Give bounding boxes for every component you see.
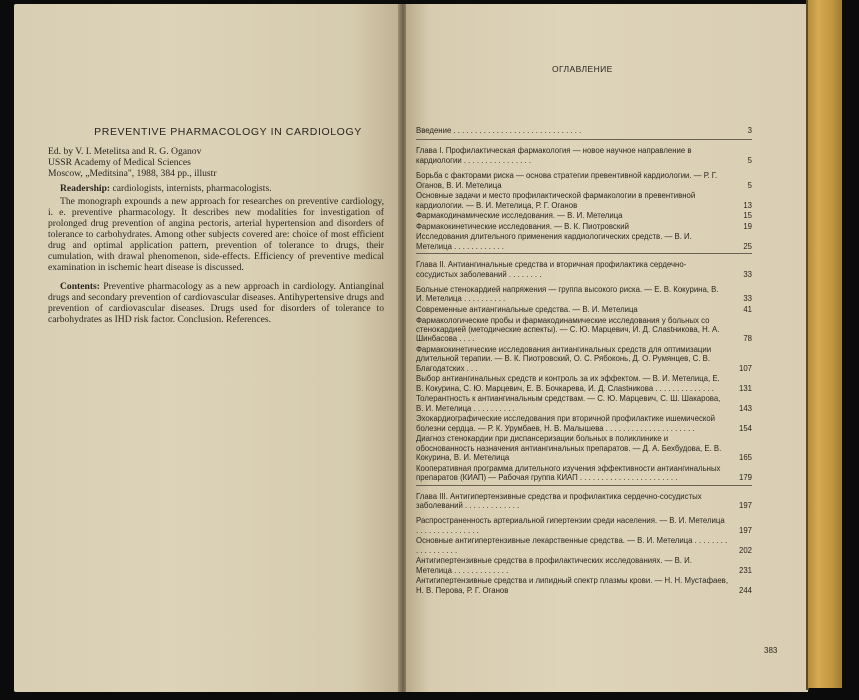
book-cover-edge (808, 0, 842, 688)
toc-entry-page: 5 (747, 155, 752, 165)
toc-entry-title: Глава II. Антиангинальные средства и вторичная профилактика сердечно-сосудистых заболеваний . . . . . . . . (416, 260, 687, 279)
toc-entry-page: 33 (743, 294, 752, 304)
toc-entry-title: Современные антиангинальные средства. — В. И. Метелица (416, 305, 638, 315)
readership (48, 183, 384, 194)
toc-entry (416, 171, 752, 190)
toc-entry-page: 131 (738, 383, 752, 393)
toc-entry-page: 165 (738, 453, 752, 463)
edition-line: Ed. by V. I. Metelitsa and R. G. Oganov (48, 146, 202, 157)
toc-entry-page: 197 (738, 525, 752, 535)
toc-entry (416, 211, 752, 220)
toc-entry (416, 232, 752, 251)
toc-entry (416, 222, 752, 231)
toc-entry-page: 202 (738, 545, 752, 555)
abstract: The monograph expounds a new approach for researches on preventive cardiology, i. e. preventive pharmacology. It describes new modalities for investigation of prolonged drug prevention of angina pectoris, arterial hypertension and disorders of tolerance to carbohydrates. Among other subjects covered are: choice of most efficient drug and optimal application pattern, prevention of tolerance to drugs, their cumulation, with drawal phenomenon, side-effects. Efficiency of preventive medical examination in ischemic heart disease is discussed. (48, 196, 384, 273)
toc-entry (416, 374, 752, 393)
toc-entry-title: Фармакокинетические исследования. — В. К. Пиотровский (416, 221, 629, 231)
toc-entry-title: Глава III. Антигипертензивные средства и профилактика сердечно-сосудистых заболеваний . . . . . . . . . . . . . (416, 491, 702, 511)
toc-entry-title: Толерантность к антиангинальным средствам. — С. Ю. Марцевич, С. Ш. Шакарова, В. И. Метелица . . . . . . . . . . (416, 394, 721, 413)
toc-entry-title: Исследования длительного применения кардиологических средств. — В. И. Метелица . . . . . . . . . . . . (416, 232, 692, 251)
toc-entry-page: 231 (738, 565, 752, 575)
toc-entry-page: 143 (738, 403, 752, 413)
toc-entry-page: 5 (747, 180, 752, 190)
toc-entry-title: Фармакодинамические исследования. — В. И. Метелица (416, 211, 623, 221)
toc-entry (416, 316, 752, 344)
toc-entry (416, 516, 752, 535)
toc-entry-title: Антигипертензивные средства в профилактических исследованиях. — В. И. Метелица . . . . . . . . . . . . . (416, 556, 692, 575)
toc-entry-page: 154 (738, 423, 752, 433)
contents-label: Contents: (60, 281, 100, 292)
toc-entry (416, 414, 752, 433)
edition-line: USSR Academy of Medical Sciences (48, 157, 191, 168)
readership-label: Readership: (60, 183, 111, 194)
toc-entry-title: Распространенность артериальной гипертензии среди населения. — В. И. Метелица . . . . . . . . . . . . . . . (416, 516, 725, 535)
table-of-contents (416, 126, 752, 596)
toc-entry-title: Диагноз стенокардии при диспансеризации больных в поликлинике и обоснованность назначения антиангинальных препаратов. — Д. А. Бехбудова, Е. В. Кокурина, В. И. Метелица (416, 434, 722, 463)
toc-rule (416, 139, 752, 140)
toc-entry (416, 305, 752, 314)
english-title: PREVENTIVE PHARMACOLOGY IN CARDIOLOGY (94, 126, 362, 138)
toc-entry-title: Борьба с факторами риска — основа стратегии превентивной кардиологии. — Р. Г. Оганов, В. И. Метелица (416, 171, 718, 190)
left-page (14, 4, 400, 692)
toc-entry-title: Кооперативная программа длительного изучения эффективности антиангинальных препаратов (КИАП) — Рабочая группа КИАП . . . . . . . . . . . . . . . . . . . . . . . (416, 463, 721, 483)
toc-entry-title: Введение . . . . . . . . . . . . . . . . . . . . . . . . . . . . . . (416, 126, 582, 135)
toc-heading: ОГЛАВЛЕНИЕ (552, 64, 613, 74)
toc-rule (416, 253, 752, 254)
toc-entry-page: 244 (738, 585, 752, 595)
toc-entry (416, 394, 752, 413)
toc-entry (416, 191, 752, 210)
toc-entry-page: 15 (743, 211, 752, 221)
toc-entry-title: Основные антигипертензивные лекарственные средства. — В. И. Метелица . . . . . . . . . . . . . . . . . . (416, 536, 728, 555)
readership-text: cardiologists, internists, pharmacologists. (110, 183, 272, 194)
toc-entry-page: 197 (738, 501, 752, 511)
toc-entry (416, 556, 752, 575)
toc-entry (416, 434, 752, 462)
toc-entry-title: Эхокардиографические исследования при вторичной профилактике ишемической болезни сердца. — Р. К. Урумбаев, Н. В. Малышева . . . . . . . . . . . . . . . . . . . . . (416, 414, 716, 433)
toc-entry-page: 19 (743, 221, 752, 231)
toc-entry (416, 464, 752, 483)
page-number: 383 (764, 646, 778, 655)
toc-entry-title: Фармакологические пробы и фармакодинамические исследования у больных со стенокардией (методические аспекты). — С. Ю. Марцевич, И. Д. Слastникова, Н. А. Шинбасова . . . . (416, 315, 720, 344)
toc-entry-title: Выбор антиангинальных средств и контроль за их эффектом. — В. И. Метелица, Е. В. Кокурина, С. Ю. Марцевич, Е. В. Бочкарева, И. Д. Слastникова . . . . . . . . . . . . . . (416, 374, 720, 393)
toc-chapter (416, 492, 752, 511)
toc-entry-title: Основные задачи и место профилактической фармакологии в превентивной кардиологии. — В. И. Метелица, Р. Г. Оганов (416, 191, 696, 210)
contents-summary (48, 281, 384, 325)
toc-entry-title: Фармакокинетические исследования антиангинальных средств для оптимизации длительной терапии. — В. К. Пиотровский, О. С. Рябоконь, Д. О. Румянцев, С. В. Благодатских . . . (416, 345, 712, 373)
edition-info (48, 146, 384, 179)
toc-entry-page: 33 (743, 269, 752, 279)
toc-entry-page: 13 (743, 200, 752, 210)
toc-entry-page: 179 (738, 473, 752, 483)
edition-line: Moscow, „Meditsina", 1988, 384 pp., illustr (48, 168, 217, 179)
toc-entry-title: Антигипертензивные средства и липидный спектр плазмы крови. — Н. Н. Мустафаев, Н. В. Перова, Р. Г. Оганов (416, 576, 728, 595)
toc-chapter (416, 260, 752, 279)
toc-entry (416, 576, 752, 595)
toc-entry-title: Глава I. Профилактическая фармакология — новое научное направление в кардиологии . . . . . . . . . . . . . . . . (416, 146, 692, 165)
toc-rule (416, 485, 752, 486)
toc-entry-page: 78 (743, 334, 752, 344)
toc-entry-page: 3 (747, 126, 752, 135)
toc-entry (416, 536, 752, 555)
toc-entry (416, 285, 752, 304)
toc-entry-page: 41 (743, 305, 752, 315)
toc-entry-page: 107 (738, 363, 752, 373)
toc-entry-title: Больные стенокардией напряжения — группа высокого риска. — Е. В. Кокурина, В. И. Метелица . . . . . . . . . . (416, 285, 719, 304)
toc-entry-page: 25 (743, 241, 752, 251)
toc-entry (416, 126, 752, 135)
toc-entry (416, 345, 752, 373)
contents-text: Preventive pharmacology as a new approach in cardiology. Antianginal drugs and secondary prevention of cardiovascular diseases. Antihypertensive drugs and prevention of cardiovascular diseases. Drugs used for disorders of tolerance to carbohydrates as IHD risk factor. Conclusion. References. (48, 281, 384, 325)
toc-chapter (416, 146, 752, 165)
